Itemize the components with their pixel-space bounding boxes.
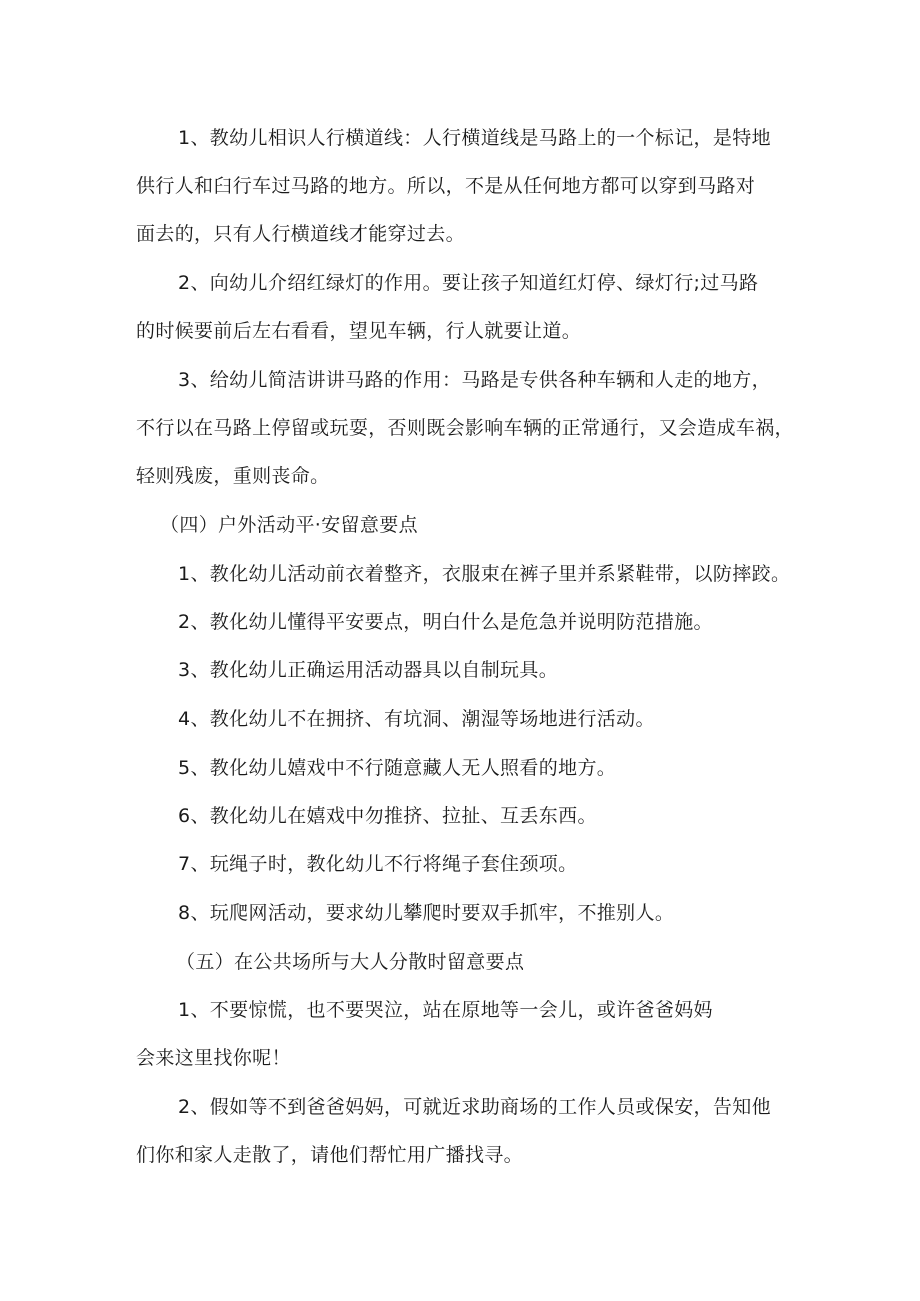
text-line-4: 2、向幼儿介绍红绿灯的作用。要让孩子知道红灯停、绿灯行;过马路 bbox=[178, 272, 759, 294]
text-line-16: 7、玩绳子时，教化幼儿不行将绳子套住颈项。 bbox=[178, 853, 578, 875]
text-line-1: 1、教幼儿相识人行横道线：人行横道线是马路上的一个标记，是特地 bbox=[178, 127, 771, 149]
text-line-22: 们你和家人走散了，请他们帮忙用广播找寻。 bbox=[136, 1144, 524, 1166]
text-line-5: 的时候要前后左右看看，望见车辆，行人就要让道。 bbox=[136, 320, 582, 342]
section-heading-4: （四）户外活动平·安留意要点 bbox=[160, 514, 418, 536]
text-line-20: 会来这里找你呢！ bbox=[136, 1047, 291, 1069]
text-line-13: 4、教化幼儿不在拥挤、有坑洞、潮湿等场地进行活动。 bbox=[178, 708, 655, 730]
text-line-11: 2、教化幼儿懂得平安要点，明白什么是危急并说明防范措施。 bbox=[178, 611, 713, 633]
text-line-14: 5、教化幼儿嬉戏中不行随意藏人无人照看的地方。 bbox=[178, 757, 617, 779]
text-line-3: 面去的，只有人行横道线才能穿过去。 bbox=[136, 223, 465, 245]
text-line-7: 不行以在马路上停留或玩耍，否则既会影响车辆的正常通行，又会造成车祸， bbox=[136, 417, 794, 439]
section-heading-5: （五）在公共场所与大人分散时留意要点 bbox=[176, 951, 525, 973]
text-line-12: 3、教化幼儿正确运用活动器具以自制玩具。 bbox=[178, 659, 559, 681]
text-line-17: 8、玩爬网活动，要求幼儿攀爬时要双手抓牢，不推别人。 bbox=[178, 902, 675, 924]
text-line-19: 1、不要惊慌，也不要哭泣，站在原地等一会儿，或许爸爸妈妈 bbox=[178, 999, 713, 1021]
text-line-15: 6、教化幼儿在嬉戏中勿推挤、拉扯、互丢东西。 bbox=[178, 805, 597, 827]
text-line-8: 轻则残废，重则丧命。 bbox=[136, 465, 330, 487]
text-line-2: 供行人和臼行车过马路的地方。所以，不是从任何地方都可以穿到马路对 bbox=[136, 175, 756, 197]
text-line-21: 2、假如等不到爸爸妈妈，可就近求助商场的工作人员或保安，告知他 bbox=[178, 1096, 771, 1118]
text-line-10: 1、教化幼儿活动前衣着整齐，衣服束在裤子里并系紧鞋带，以防摔跤。 bbox=[178, 563, 791, 585]
text-line-6: 3、给幼儿简洁讲讲马路的作用：马路是专供各种车辆和人走的地方， bbox=[178, 369, 771, 391]
